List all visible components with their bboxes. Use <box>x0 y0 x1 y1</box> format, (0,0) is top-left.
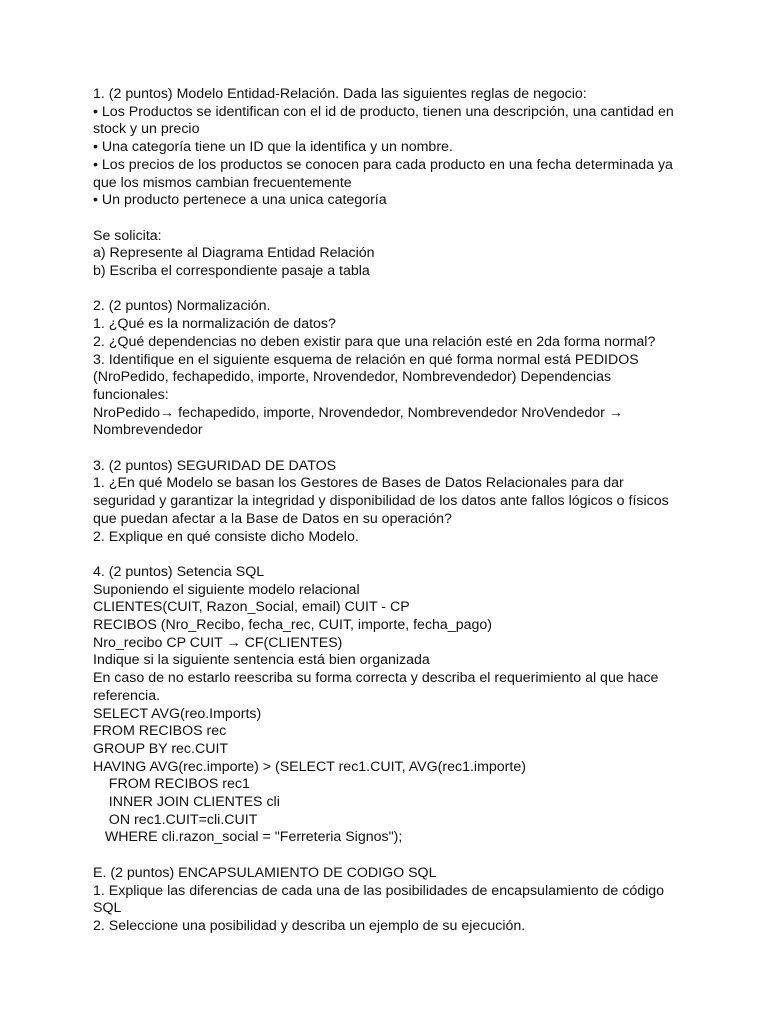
document-line: E. (2 puntos) ENCAPSULAMIENTO DE CODIGO SQL <box>93 864 437 881</box>
document-line: seguridad y garantizar la integridad y disponibilidad de los datos ante fallos lógicos o físicos <box>93 493 669 510</box>
document-line: Nro_recibo CP CUIT → CF(CLIENTES) <box>93 634 343 651</box>
document-line: funcionales: <box>93 386 169 403</box>
document-line <box>93 440 693 458</box>
document-line: HAVING AVG(rec.importe) > (SELECT rec1.CUIT, AVG(rec1.importe) <box>93 758 526 775</box>
document-line: que los mismos cambian frecuentemente <box>93 174 352 191</box>
document-line: Se solicita: <box>93 227 162 244</box>
document-line: • Los precios de los productos se conocen para cada producto en una fecha determinada ya <box>93 156 673 173</box>
document-line: (NroPedido, fechapedido, importe, Nrovendedor, Nombrevendedor) Dependencias <box>93 369 612 386</box>
document-line: GROUP BY rec.CUIT <box>93 740 229 757</box>
document-line: 1. Explique las diferencias de cada una de las posibilidades de encapsulamiento de código <box>93 882 665 899</box>
document-line: SQL <box>93 900 122 917</box>
document-line: 1. ¿En qué Modelo se basan los Gestores de Bases de Datos Relacionales para dar <box>93 475 624 492</box>
document-line: Suponiendo el siguiente modelo relacional <box>93 581 360 598</box>
document-line: referencia. <box>93 687 161 704</box>
document-line: NroPedido→ fechapedido, importe, Nrovendedor, Nombrevendedor NroVendedor → <box>93 404 623 421</box>
document-line: RECIBOS (Nro_Recibo, fecha_rec, CUIT, importe, fecha_pago) <box>93 617 492 634</box>
document-line: 2. (2 puntos) Normalización. <box>93 298 271 315</box>
document-line: que puedan afectar a la Base de Datos en su operación? <box>93 510 452 527</box>
document-line: a) Represente al Diagrama Entidad Relación <box>93 245 375 262</box>
document-line: FROM RECIBOS rec1 <box>93 776 250 793</box>
document-line: FROM RECIBOS rec <box>93 723 227 740</box>
document-line: b) Escriba el correspondiente pasaje a tabla <box>93 263 370 280</box>
document-line: 3. (2 puntos) SEGURIDAD DE DATOS <box>93 457 337 474</box>
document-line: stock y un precio <box>93 121 200 138</box>
document-line <box>93 546 693 564</box>
document-line: 1. (2 puntos) Modelo Entidad-Relación. Dada las siguientes reglas de negocio: <box>93 86 587 102</box>
document-line: 3. Identifique en el siguiente esquema de relación en qué forma normal está PEDIDOS <box>93 351 639 368</box>
document-line: • Los Productos se identifican con el id de producto, tienen una descripción, una cantidad en <box>93 103 674 120</box>
document-line: 2. ¿Qué dependencias no deben existir para que una relación esté en 2da forma normal? <box>93 333 656 350</box>
document-line <box>93 210 693 228</box>
document-line: ON rec1.CUIT=cli.CUIT <box>93 811 258 828</box>
document-line: Nombrevendedor <box>93 422 203 439</box>
document-body <box>93 86 693 936</box>
document-line: 2. Explique en qué consiste dicho Modelo. <box>93 528 359 545</box>
document-line: 2. Seleccione una posibilidad y describa un ejemplo de su ejecución. <box>93 917 526 934</box>
document-line: WHERE cli.razon_social = "Ferreteria Signos"); <box>93 829 403 846</box>
document-line <box>93 281 693 299</box>
document-line: 4. (2 puntos) Setencia SQL <box>93 563 265 580</box>
document-line: • Una categoría tiene un ID que la identifica y un nombre. <box>93 139 453 156</box>
document-line <box>93 847 693 865</box>
document-line: 1. ¿Qué es la normalización de datos? <box>93 316 336 333</box>
document-line: • Un producto pertenece a una unica categoría <box>93 192 387 209</box>
document-line: En caso de no estarlo reescriba su forma correcta y describa el requerimiento al que hace <box>93 670 659 687</box>
document-line: CLIENTES(CUIT, Razon_Social, email) CUIT - CP <box>93 599 410 616</box>
document-line: Indique si la siguiente sentencia está bien organizada <box>93 652 430 669</box>
document-line: SELECT AVG(reo.Imports) <box>93 705 262 722</box>
document-line: INNER JOIN CLIENTES cli <box>93 794 280 811</box>
